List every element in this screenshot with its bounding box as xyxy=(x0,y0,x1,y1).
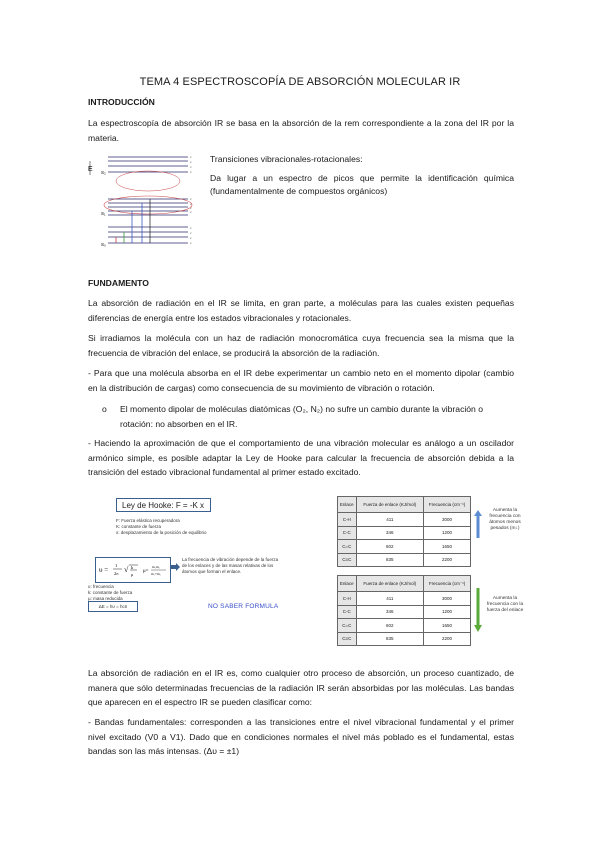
arrow-down-icon xyxy=(474,588,482,632)
mini-note-3: μ: masa reducida xyxy=(88,596,123,601)
equation-note: La frecuencia de vibración depende de la fuerza de los enlaces y de las masas relativas de los átomos que forman el enlace. xyxy=(182,557,279,574)
table-row: C-C 346 1200 xyxy=(338,605,471,619)
svg-text:v: v xyxy=(190,202,192,206)
arrow-up-icon xyxy=(474,510,482,538)
svg-text:v: v xyxy=(190,236,192,240)
paragraph-5: La absorción de radiación en el IR es, como cualquier otro proceso de absorción, un proceso cuantizado, de manera que sólo determinadas frecuencias de la radiación IR serán absorbidas por las moléculas. Las bandas que aparecen en el espectro IR se pueden clasificar como: xyxy=(88,668,514,707)
page-title: TEMA 4 ESPECTROSCOPÍA DE ABSORCIÓN MOLECULAR IR xyxy=(139,76,461,88)
fundamento-heading: FUNDAMENTO xyxy=(88,278,149,288)
table1-header-frecuencia: Frecuencia (cm⁻¹) xyxy=(424,497,471,513)
table-row: C=C 602 1650 xyxy=(338,619,471,633)
bond-frequency-table-1 xyxy=(337,496,471,567)
table-row: C≡C 835 2200 xyxy=(338,553,471,567)
mini-note-1: υ: frecuencia xyxy=(88,584,114,589)
arrow-right-icon xyxy=(170,563,180,571)
transitions-title: Transiciones vibracionales-rotacionales: xyxy=(210,154,363,164)
svg-text:v: v xyxy=(190,160,192,164)
table-row: C-C 346 1200 xyxy=(338,526,471,540)
table2-note: Aumenta la frecuencia con la fuerza del enlace xyxy=(486,596,524,613)
svg-text:v: v xyxy=(190,170,192,174)
hooke-legend-2: K: constante de fuerza xyxy=(116,524,162,529)
table2-header-frecuencia: Frecuencia (cm⁻¹) xyxy=(424,576,471,592)
table1-note: Aumenta la frecuencia con átomos menos pesados (m↓) xyxy=(489,508,521,531)
svg-text:μ: μ xyxy=(131,572,134,577)
paragraph-3: - Para que una molécula absorba en el IR debe experimentar un cambio neto en el momento dipolar (cambio en la distribución de cargas) como consecuencia de su movimiento de vibración o rotación. xyxy=(88,368,514,393)
paragraph-1: La absorción de radiación en el IR se limita, en gran parte, a moléculas para las cuales existen pequeñas diferencias de energía entre los estados vibracionales y rotacionales. xyxy=(88,298,514,323)
svg-text:v: v xyxy=(190,241,192,245)
table1-header-enlace: Enlace xyxy=(338,497,357,513)
svg-text:v: v xyxy=(190,155,192,159)
frequency-equation-box xyxy=(95,557,171,583)
level-s1-label: S₁ xyxy=(101,211,106,216)
paragraph-2: Si irradiamos la molécula con un haz de radiación monocromática cuya frecuencia sea la misma que la frecuencia de vibración del enlace, se producirá la absorción de la radiación. xyxy=(88,333,514,358)
svg-text:υ =: υ = xyxy=(99,566,109,574)
paragraph-4: - Haciendo la aproximación de que el comportamiento de una vibración molecular es análogo a un oscilador armónico simple, es posible adaptar la Ley de Hooke para calcular la frecuencia de absorción debida a la transición del estado vibracional fundamental al primer estado excitado. xyxy=(88,438,514,477)
svg-text:v: v xyxy=(190,210,192,214)
energy-level-diagram xyxy=(84,153,206,251)
hooke-legend-3: x: desplazamiento de la posición de equilibrio xyxy=(116,530,207,535)
svg-text:μ=: μ= xyxy=(143,569,149,574)
transitions-text: Da lugar a un espectro de picos que permite la identificación química (fundamentalmente de compuestos orgánicos) xyxy=(210,173,514,196)
svg-text:m₁m₂: m₁m₂ xyxy=(152,565,160,569)
no-saber-formula-label: NO SABER FORMULA xyxy=(208,603,279,610)
svg-text:m₁+m₂: m₁+m₂ xyxy=(151,572,161,576)
svg-text:√: √ xyxy=(124,565,129,574)
intro-heading: INTRODUCCIÓN xyxy=(88,97,155,107)
table1-header-fuerza: Fuerza de enlace (KJ/mol) xyxy=(356,497,424,513)
hooke-law-box: Ley de Hooke: F = -K x xyxy=(116,498,211,512)
level-s2-label: S₂ xyxy=(101,170,106,175)
hooke-legend-1: F: Fuerza elástica recuperadora xyxy=(116,518,180,523)
svg-text:v: v xyxy=(190,165,192,169)
svg-text:2π: 2π xyxy=(114,571,119,576)
svg-text:v: v xyxy=(190,206,192,210)
svg-text:v: v xyxy=(190,231,192,235)
svg-text:k: k xyxy=(131,565,134,570)
table-row: C=C 602 1650 xyxy=(338,540,471,554)
paragraph-6: - Bandas fundamentales: corresponden a las transiciones entre el nivel vibracional fundamental y el primer nivel excitado (V0 a V1). Dado que en condiciones normales el nivel más poblado es el fundamental, estas bandas son las más intensas. (Δυ = ±1) xyxy=(88,717,514,756)
intro-paragraph: La espectroscopía de absorción IR se basa en la absorción de la rem correspondiente a la zona del IR por la materia. xyxy=(88,118,514,143)
energy-axis-label: E xyxy=(88,166,93,173)
bond-frequency-table-2 xyxy=(337,575,471,646)
bullet-marker: o xyxy=(102,404,107,414)
frequency-equation xyxy=(96,558,170,582)
delta-energy-box: ΔE = hυ = hcῡ xyxy=(88,601,138,612)
table-row: C-H 411 3000 xyxy=(338,513,471,527)
table2-header-enlace: Enlace xyxy=(338,576,357,592)
table-row: C-H 411 3000 xyxy=(338,592,471,606)
svg-text:1: 1 xyxy=(115,563,118,568)
svg-text:v: v xyxy=(190,197,192,201)
table2-header-fuerza: Fuerza de enlace (KJ/mol) xyxy=(356,576,424,592)
level-s0-label: S₀ xyxy=(101,242,106,247)
mini-note-2: k: constante de fuerza xyxy=(88,590,133,595)
bullet-text: El momento dipolar de moléculas diatómicas (O₂, N₂) no sufre un cambio durante la vibración o rotación: no absorben en el IR. xyxy=(120,404,484,429)
svg-text:v: v xyxy=(190,226,192,230)
table-row: C≡C 835 2200 xyxy=(338,632,471,646)
